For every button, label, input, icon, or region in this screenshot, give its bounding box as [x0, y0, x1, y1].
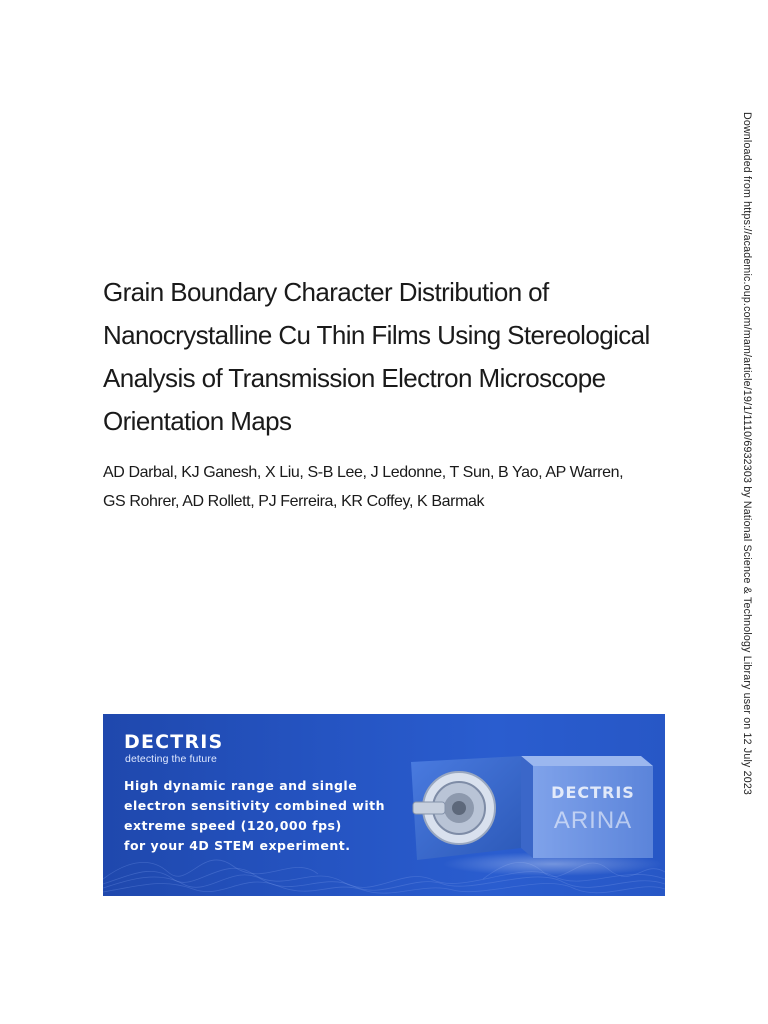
- ad-copy-line: extreme speed (120,000 fps): [124, 818, 342, 833]
- dectris-advertisement[interactable]: [103, 714, 665, 896]
- download-note-text: Downloaded from https://academic.oup.com/mam/article/19/1/1110/6932303 by National Science & Technology Library user on 12 July 2023: [741, 112, 753, 796]
- author-line: AD Darbal, KJ Ganesh, X Liu, S-B Lee, J Ledonne, T Sun, B Yao, AP Warren,: [103, 464, 624, 481]
- author-line: GS Rohrer, AD Rollett, PJ Ferreira, KR Coffey, K Barmak: [103, 493, 485, 510]
- ad-copy-line: High dynamic range and single: [124, 778, 358, 793]
- paper-title: [103, 271, 663, 443]
- product-brand-label: DECTRIS: [551, 783, 635, 802]
- title-line: Analysis of Transmission Electron Microscope: [103, 363, 606, 393]
- download-watermark: [741, 112, 755, 912]
- arina-detector-image: [403, 722, 665, 896]
- dectris-logo: DECTRIS: [124, 731, 224, 753]
- title-line: Nanocrystalline Cu Thin Films Using Stereological: [103, 320, 650, 350]
- title-line: Orientation Maps: [103, 406, 292, 436]
- author-list: [103, 458, 683, 516]
- ad-copy-line: for your 4D STEM experiment.: [124, 838, 351, 853]
- product-name-label: ARINA: [553, 807, 633, 834]
- ad-copy: [124, 776, 424, 856]
- dectris-tagline: detecting the future: [125, 753, 217, 765]
- title-line: Grain Boundary Character Distribution of: [103, 277, 549, 307]
- ad-copy-line: electron sensitivity combined with: [124, 798, 385, 813]
